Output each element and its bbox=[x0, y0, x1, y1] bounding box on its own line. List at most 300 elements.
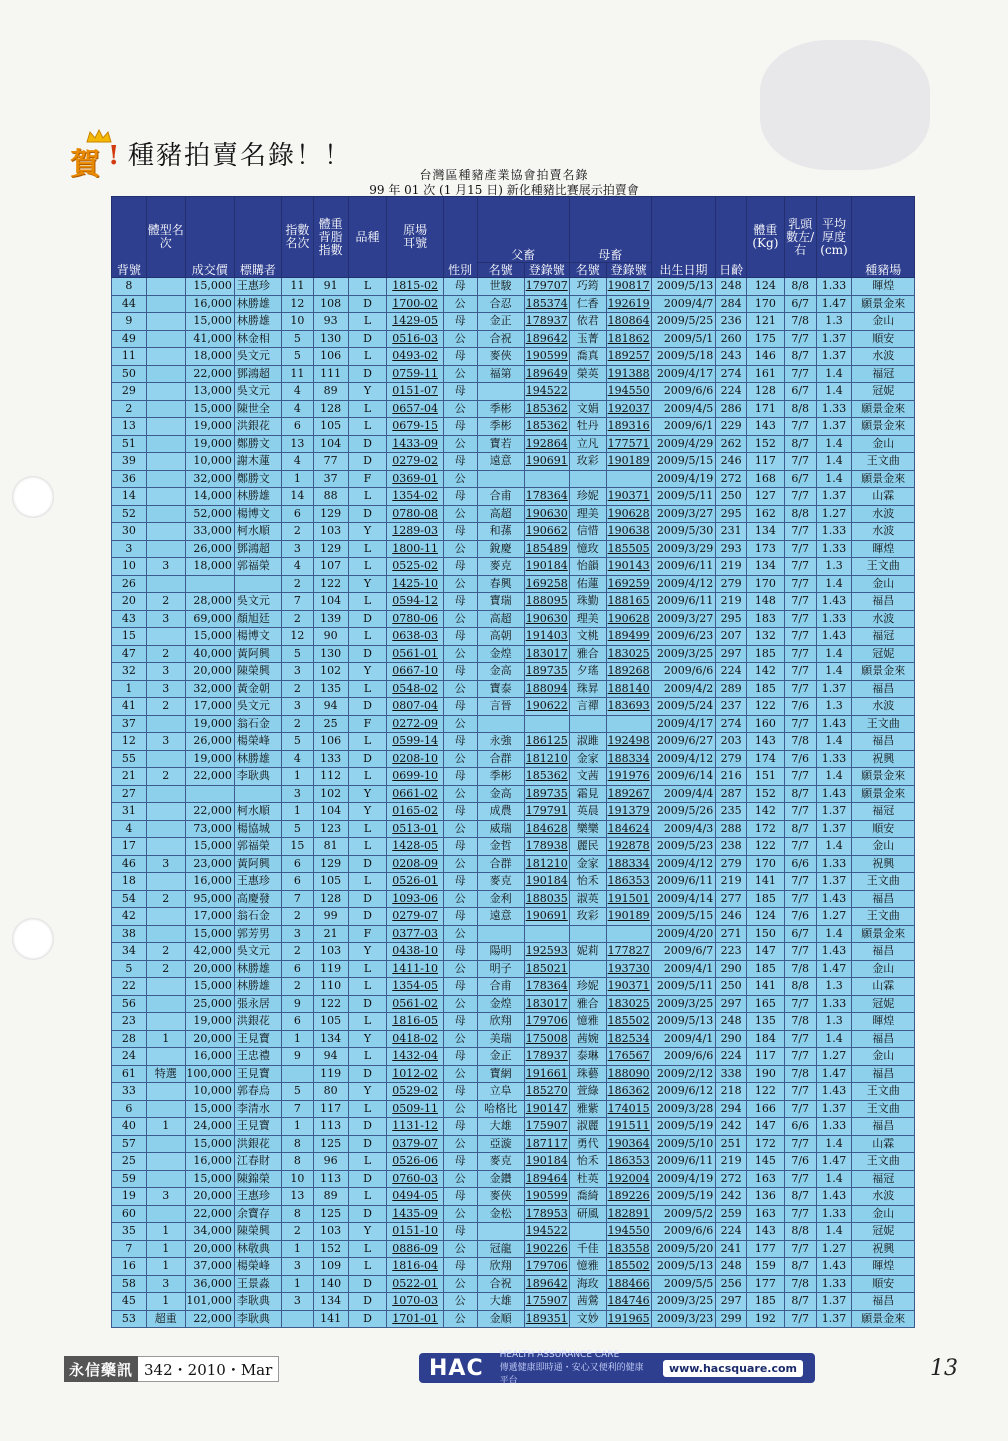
cell-birth: 2009/3/29 bbox=[651, 540, 716, 558]
cell-dam-reg: 188334 bbox=[606, 750, 651, 768]
cell-farm: 福冠 bbox=[852, 628, 915, 646]
cell-price: 15,000 bbox=[185, 1170, 234, 1188]
cell-weight: 168 bbox=[746, 470, 784, 488]
cell-age: 295 bbox=[716, 610, 747, 628]
cell-body-rank bbox=[146, 803, 185, 821]
cell-teats: 7/7 bbox=[784, 1240, 816, 1258]
cell-dam-name: 雅合 bbox=[569, 995, 606, 1013]
table-row bbox=[112, 540, 915, 558]
cell-farm: 順安 bbox=[852, 1275, 915, 1293]
cell-price: 16,000 bbox=[185, 1153, 234, 1171]
cell-origin-ear: 0377-03 bbox=[387, 925, 443, 943]
table-row bbox=[112, 820, 915, 838]
cell-back-no: 30 bbox=[112, 523, 147, 541]
cell-price: 69,000 bbox=[185, 610, 234, 628]
cell-wt-fat-index: 37 bbox=[313, 470, 348, 488]
cell-sex: 母 bbox=[443, 418, 477, 436]
table-row bbox=[112, 908, 915, 926]
cell-back-no: 15 bbox=[112, 628, 147, 646]
cell-sire-name: 麥俠 bbox=[477, 348, 524, 366]
hac-ad-banner[interactable] bbox=[419, 1350, 815, 1386]
cell-breed: D bbox=[348, 1118, 387, 1136]
cell-body-rank bbox=[146, 418, 185, 436]
cell-index-rank: 4 bbox=[281, 383, 313, 401]
cell-birth: 2009/4/1 bbox=[651, 1030, 716, 1048]
cell-price: 22,000 bbox=[185, 768, 234, 786]
cell-farm: 王文曲 bbox=[852, 873, 915, 891]
cell-age: 242 bbox=[716, 1118, 747, 1136]
table-row bbox=[112, 1240, 915, 1258]
cell-sex: 公 bbox=[443, 1170, 477, 1188]
cell-dam-name: 泰琳 bbox=[569, 1048, 606, 1066]
cell-backfat: 1.4 bbox=[816, 383, 852, 401]
cell-origin-ear: 0657-04 bbox=[387, 400, 443, 418]
cell-sire-name: 遠意 bbox=[477, 453, 524, 471]
cell-buyer: 陳錦榮 bbox=[234, 1170, 281, 1188]
cell-sire-name: 高朝 bbox=[477, 628, 524, 646]
cell-buyer: 林勝雄 bbox=[234, 750, 281, 768]
cell-birth: 2009/4/19 bbox=[651, 470, 716, 488]
cell-wt-fat-index: 113 bbox=[313, 1118, 348, 1136]
cell-index-rank: 2 bbox=[281, 978, 313, 996]
cell-dam-reg: 190371 bbox=[606, 978, 651, 996]
cell-breed: L bbox=[348, 838, 387, 856]
table-row bbox=[112, 505, 915, 523]
table-row bbox=[112, 698, 915, 716]
cell-wt-fat-index: 25 bbox=[313, 715, 348, 733]
cell-dam-name: 淑英 bbox=[569, 890, 606, 908]
cell-dam-name bbox=[569, 960, 606, 978]
cell-sex: 公 bbox=[443, 1030, 477, 1048]
cell-body-rank bbox=[146, 435, 185, 453]
cell-origin-ear: 0699-10 bbox=[387, 768, 443, 786]
cell-sire-reg: 179707 bbox=[524, 278, 569, 296]
cell-sex: 母 bbox=[443, 733, 477, 751]
cell-index-rank: 6 bbox=[281, 960, 313, 978]
cell-farm: 福冠 bbox=[852, 365, 915, 383]
cell-sex: 公 bbox=[443, 1240, 477, 1258]
cell-origin-ear: 1131-12 bbox=[387, 1118, 443, 1136]
cell-sire-reg: 190226 bbox=[524, 1240, 569, 1258]
cell-body-rank bbox=[146, 400, 185, 418]
cell-age: 223 bbox=[716, 943, 747, 961]
cell-sex: 公 bbox=[443, 435, 477, 453]
cell-age: 238 bbox=[716, 838, 747, 856]
cell-teats: 7/7 bbox=[784, 593, 816, 611]
cell-sire-reg: 179706 bbox=[524, 1258, 569, 1276]
cell-dam-reg: 191976 bbox=[606, 768, 651, 786]
cell-sex: 母 bbox=[443, 628, 477, 646]
cell-dam-name: 怡禾 bbox=[569, 873, 606, 891]
cell-teats: 7/7 bbox=[784, 768, 816, 786]
cell-body-rank bbox=[146, 838, 185, 856]
cell-buyer: 張永居 bbox=[234, 995, 281, 1013]
cell-backfat: 1.43 bbox=[816, 1083, 852, 1101]
cell-dam-name: 妮莉 bbox=[569, 943, 606, 961]
table-row bbox=[112, 1223, 915, 1241]
cell-sire-reg: 187117 bbox=[524, 1135, 569, 1153]
cell-buyer: 郭福榮 bbox=[234, 558, 281, 576]
cell-sire-name: 欣翔 bbox=[477, 1013, 524, 1031]
cell-back-no: 38 bbox=[112, 925, 147, 943]
cell-buyer: 吳文元 bbox=[234, 593, 281, 611]
cell-dam-reg: 190189 bbox=[606, 453, 651, 471]
cell-sire-reg: 194522 bbox=[524, 1223, 569, 1241]
cell-farm: 暉煌 bbox=[852, 1013, 915, 1031]
cell-price bbox=[185, 785, 234, 803]
cell-buyer: 江春財 bbox=[234, 1153, 281, 1171]
cell-buyer: 柯水順 bbox=[234, 803, 281, 821]
cell-index-rank: 3 bbox=[281, 925, 313, 943]
cell-body-rank bbox=[146, 278, 185, 296]
cell-price: 19,000 bbox=[185, 1013, 234, 1031]
cell-sex: 公 bbox=[443, 890, 477, 908]
cell-backfat: 1.3 bbox=[816, 978, 852, 996]
cell-dam-name: 金家 bbox=[569, 855, 606, 873]
cell-weight: 135 bbox=[746, 1013, 784, 1031]
cell-age: 286 bbox=[716, 400, 747, 418]
cell-back-no: 61 bbox=[112, 1065, 147, 1083]
cell-dam-reg: 169259 bbox=[606, 575, 651, 593]
cell-body-rank bbox=[146, 785, 185, 803]
cell-teats: 7/7 bbox=[784, 523, 816, 541]
cell-back-no: 7 bbox=[112, 1240, 147, 1258]
cell-age: 251 bbox=[716, 1135, 747, 1153]
badge-character: 賀 bbox=[70, 147, 100, 182]
cell-breed: L bbox=[348, 820, 387, 838]
cell-teats: 8/7 bbox=[784, 785, 816, 803]
cell-index-rank: 3 bbox=[281, 540, 313, 558]
cell-body-rank bbox=[146, 1083, 185, 1101]
cell-buyer: 林勝雄 bbox=[234, 313, 281, 331]
cell-dam-reg: 182891 bbox=[606, 1205, 651, 1223]
cell-buyer: 陳榮興 bbox=[234, 1223, 281, 1241]
cell-price: 15,000 bbox=[185, 925, 234, 943]
cell-wt-fat-index: 94 bbox=[313, 698, 348, 716]
cell-dam-reg: 181862 bbox=[606, 330, 651, 348]
cell-origin-ear: 1093-06 bbox=[387, 890, 443, 908]
cell-birth: 2009/5/11 bbox=[651, 488, 716, 506]
cell-weight: 175 bbox=[746, 330, 784, 348]
cell-birth: 2009/6/1 bbox=[651, 418, 716, 436]
cell-buyer: 鄭勝文 bbox=[234, 435, 281, 453]
cell-back-no: 13 bbox=[112, 418, 147, 436]
cell-back-no: 17 bbox=[112, 838, 147, 856]
cell-sex: 公 bbox=[443, 645, 477, 663]
cell-breed: D bbox=[348, 908, 387, 926]
cell-body-rank: 3 bbox=[146, 1275, 185, 1293]
cell-dam-name: 珠勤 bbox=[569, 593, 606, 611]
table-row bbox=[112, 1293, 915, 1311]
cell-origin-ear: 1816-04 bbox=[387, 1258, 443, 1276]
cell-breed: L bbox=[348, 873, 387, 891]
cell-sex: 公 bbox=[443, 575, 477, 593]
cell-teats: 7/7 bbox=[784, 1135, 816, 1153]
cell-back-no: 6 bbox=[112, 1100, 147, 1118]
badge-mark: ! bbox=[108, 141, 120, 171]
cell-sex: 公 bbox=[443, 995, 477, 1013]
cell-body-rank bbox=[146, 715, 185, 733]
cell-birth: 2009/5/13 bbox=[651, 1013, 716, 1031]
cell-back-no: 34 bbox=[112, 943, 147, 961]
cell-age: 241 bbox=[716, 1240, 747, 1258]
cell-farm: 金山 bbox=[852, 960, 915, 978]
cell-sex: 母 bbox=[443, 593, 477, 611]
cell-wt-fat-index: 104 bbox=[313, 803, 348, 821]
cell-buyer: 翁石金 bbox=[234, 908, 281, 926]
cell-backfat: 1.47 bbox=[816, 295, 852, 313]
cell-price: 101,000 bbox=[185, 1293, 234, 1311]
cell-teats: 8/7 bbox=[784, 820, 816, 838]
cell-index-rank: 1 bbox=[281, 1030, 313, 1048]
cell-dam-name: 千佳 bbox=[569, 1240, 606, 1258]
cell-sire-name: 合祝 bbox=[477, 1275, 524, 1293]
cell-wt-fat-index: 105 bbox=[313, 873, 348, 891]
cell-back-no: 18 bbox=[112, 873, 147, 891]
cell-sire-reg: 188094 bbox=[524, 680, 569, 698]
cell-wt-fat-index: 89 bbox=[313, 1188, 348, 1206]
cell-dam-reg: 188334 bbox=[606, 855, 651, 873]
cell-price: 17,000 bbox=[185, 908, 234, 926]
cell-body-rank: 3 bbox=[146, 610, 185, 628]
cell-birth: 2009/3/23 bbox=[651, 1310, 716, 1328]
cell-wt-fat-index: 96 bbox=[313, 1153, 348, 1171]
cell-wt-fat-index: 105 bbox=[313, 418, 348, 436]
ad-url-link[interactable]: www.hacsquare.com bbox=[663, 1360, 803, 1377]
cell-birth: 2009/5/23 bbox=[651, 838, 716, 856]
cell-wt-fat-index: 130 bbox=[313, 645, 348, 663]
cell-breed: D bbox=[348, 1065, 387, 1083]
cell-backfat: 1.37 bbox=[816, 418, 852, 436]
cell-wt-fat-index: 99 bbox=[313, 908, 348, 926]
cell-sire-reg: 189642 bbox=[524, 1275, 569, 1293]
cell-body-rank: 3 bbox=[146, 855, 185, 873]
cell-body-rank bbox=[146, 978, 185, 996]
cell-dam-reg: 186353 bbox=[606, 1153, 651, 1171]
cell-sire-name: 金高 bbox=[477, 663, 524, 681]
cell-wt-fat-index: 122 bbox=[313, 995, 348, 1013]
cell-backfat: 1.3 bbox=[816, 313, 852, 331]
cell-dam-name: 言禪 bbox=[569, 698, 606, 716]
cell-sire-name: 季彬 bbox=[477, 768, 524, 786]
cell-backfat: 1.33 bbox=[816, 1118, 852, 1136]
cell-sire-reg: 178364 bbox=[524, 978, 569, 996]
cell-price: 15,000 bbox=[185, 978, 234, 996]
table-row bbox=[112, 838, 915, 856]
cell-dam-reg: 191388 bbox=[606, 365, 651, 383]
cell-sex: 母 bbox=[443, 383, 477, 401]
cell-dam-name bbox=[569, 925, 606, 943]
cell-birth: 2009/4/4 bbox=[651, 785, 716, 803]
cell-age: 219 bbox=[716, 558, 747, 576]
cell-wt-fat-index: 119 bbox=[313, 1065, 348, 1083]
cell-teats: 7/7 bbox=[784, 558, 816, 576]
cell-birth: 2009/5/19 bbox=[651, 1188, 716, 1206]
cell-breed: L bbox=[348, 1240, 387, 1258]
cell-buyer: 陳榮興 bbox=[234, 663, 281, 681]
cell-buyer: 李耿典 bbox=[234, 768, 281, 786]
cell-body-rank: 1 bbox=[146, 1258, 185, 1276]
cell-backfat: 1.33 bbox=[816, 540, 852, 558]
cell-birth: 2009/5/5 bbox=[651, 1275, 716, 1293]
table-row bbox=[112, 663, 915, 681]
cell-wt-fat-index: 128 bbox=[313, 890, 348, 908]
cell-index-rank: 2 bbox=[281, 575, 313, 593]
cell-sex: 母 bbox=[443, 1258, 477, 1276]
cell-weight: 172 bbox=[746, 1135, 784, 1153]
cell-birth: 2009/4/7 bbox=[651, 295, 716, 313]
cell-price: 22,000 bbox=[185, 1310, 234, 1328]
cell-dam-name: 珍妮 bbox=[569, 978, 606, 996]
cell-breed: L bbox=[348, 1153, 387, 1171]
cell-birth: 2009/5/11 bbox=[651, 978, 716, 996]
cell-birth: 2009/6/6 bbox=[651, 1223, 716, 1241]
cell-farm: 願景金來 bbox=[852, 785, 915, 803]
cell-weight: 143 bbox=[746, 733, 784, 751]
cell-sire-name: 大雄 bbox=[477, 1293, 524, 1311]
cell-birth: 2009/4/17 bbox=[651, 365, 716, 383]
cell-wt-fat-index: 129 bbox=[313, 855, 348, 873]
cell-index-rank: 14 bbox=[281, 488, 313, 506]
cell-back-no: 36 bbox=[112, 470, 147, 488]
cell-price: 16,000 bbox=[185, 1048, 234, 1066]
cell-birth: 2009/6/11 bbox=[651, 593, 716, 611]
cell-age: 219 bbox=[716, 873, 747, 891]
cell-price: 26,000 bbox=[185, 733, 234, 751]
cell-sire-reg: 189649 bbox=[524, 365, 569, 383]
cell-price: 33,000 bbox=[185, 523, 234, 541]
cell-birth: 2009/6/6 bbox=[651, 383, 716, 401]
cell-sex: 公 bbox=[443, 505, 477, 523]
cell-weight: 165 bbox=[746, 995, 784, 1013]
cell-breed: L bbox=[348, 628, 387, 646]
cell-back-no: 31 bbox=[112, 803, 147, 821]
cell-wt-fat-index: 113 bbox=[313, 1170, 348, 1188]
cell-wt-fat-index: 80 bbox=[313, 1083, 348, 1101]
cell-body-rank: 2 bbox=[146, 960, 185, 978]
cell-dam-reg bbox=[606, 470, 651, 488]
cell-dam-reg: 185502 bbox=[606, 1013, 651, 1031]
cell-back-no: 29 bbox=[112, 383, 147, 401]
cell-farm: 順安 bbox=[852, 330, 915, 348]
cell-wt-fat-index: 106 bbox=[313, 348, 348, 366]
cell-farm: 山霖 bbox=[852, 488, 915, 506]
table-row bbox=[112, 435, 915, 453]
cell-weight: 185 bbox=[746, 645, 784, 663]
cell-price: 32,000 bbox=[185, 470, 234, 488]
cell-price: 17,000 bbox=[185, 698, 234, 716]
cell-weight: 148 bbox=[746, 593, 784, 611]
table-row bbox=[112, 1188, 915, 1206]
cell-back-no: 21 bbox=[112, 768, 147, 786]
cell-teats: 7/7 bbox=[784, 715, 816, 733]
cell-buyer: 林勝雄 bbox=[234, 960, 281, 978]
cell-dam-reg: 189267 bbox=[606, 785, 651, 803]
cell-sex: 母 bbox=[443, 1153, 477, 1171]
cell-price: 16,000 bbox=[185, 873, 234, 891]
cell-origin-ear: 1354-05 bbox=[387, 978, 443, 996]
cell-origin-ear: 0151-10 bbox=[387, 1223, 443, 1241]
cell-dam-name: 文娟 bbox=[569, 400, 606, 418]
cell-dam-reg: 192037 bbox=[606, 400, 651, 418]
cell-dam-reg bbox=[606, 715, 651, 733]
cell-farm: 水波 bbox=[852, 610, 915, 628]
cell-farm: 王文曲 bbox=[852, 908, 915, 926]
cell-breed: D bbox=[348, 610, 387, 628]
cell-price: 13,000 bbox=[185, 383, 234, 401]
cell-birth: 2009/3/27 bbox=[651, 610, 716, 628]
cell-teats: 6/7 bbox=[784, 470, 816, 488]
cell-dam-name bbox=[569, 1223, 606, 1241]
cell-body-rank bbox=[146, 365, 185, 383]
cell-origin-ear: 0493-02 bbox=[387, 348, 443, 366]
cell-buyer: 柯水順 bbox=[234, 523, 281, 541]
cell-age: 290 bbox=[716, 960, 747, 978]
cell-body-rank bbox=[146, 348, 185, 366]
cell-index-rank: 5 bbox=[281, 645, 313, 663]
cell-sire-reg: 185374 bbox=[524, 295, 569, 313]
cell-sire-reg: 185362 bbox=[524, 400, 569, 418]
cell-breed: L bbox=[348, 680, 387, 698]
cell-buyer: 翁石金 bbox=[234, 715, 281, 733]
cell-sire-name: 美瑞 bbox=[477, 1030, 524, 1048]
cell-backfat: 1.4 bbox=[816, 645, 852, 663]
cell-breed: D bbox=[348, 1205, 387, 1223]
cell-back-no: 3 bbox=[112, 540, 147, 558]
cell-backfat: 1.4 bbox=[816, 1170, 852, 1188]
cell-birth: 2009/5/2 bbox=[651, 1205, 716, 1223]
cell-sire-name: 銳慶 bbox=[477, 540, 524, 558]
cell-sex: 公 bbox=[443, 1205, 477, 1223]
cell-back-no: 26 bbox=[112, 575, 147, 593]
cell-breed: Y bbox=[348, 1083, 387, 1101]
cell-weight: 160 bbox=[746, 715, 784, 733]
cell-buyer: 余寶存 bbox=[234, 1205, 281, 1223]
cell-age: 299 bbox=[716, 1310, 747, 1328]
cell-index-rank: 3 bbox=[281, 698, 313, 716]
cell-dam-reg: 194550 bbox=[606, 383, 651, 401]
cell-backfat: 1.37 bbox=[816, 1310, 852, 1328]
cell-backfat: 1.4 bbox=[816, 663, 852, 681]
cell-backfat: 1.37 bbox=[816, 820, 852, 838]
show-through-image bbox=[760, 40, 930, 170]
cell-farm: 水波 bbox=[852, 1188, 915, 1206]
show-through-text bbox=[180, 70, 780, 110]
cell-farm: 冠妮 bbox=[852, 645, 915, 663]
cell-price: 10,000 bbox=[185, 453, 234, 471]
cell-price: 20,000 bbox=[185, 1188, 234, 1206]
cell-teats: 8/7 bbox=[784, 1258, 816, 1276]
table-row bbox=[112, 1030, 915, 1048]
cell-dam-reg: 183025 bbox=[606, 645, 651, 663]
cell-buyer: 王見寶 bbox=[234, 1065, 281, 1083]
cell-birth: 2009/3/25 bbox=[651, 995, 716, 1013]
cell-age: 272 bbox=[716, 470, 747, 488]
cell-origin-ear: 0151-07 bbox=[387, 383, 443, 401]
table-row bbox=[112, 1083, 915, 1101]
cell-buyer: 吳文元 bbox=[234, 698, 281, 716]
cell-back-no: 9 bbox=[112, 313, 147, 331]
cell-body-rank bbox=[146, 575, 185, 593]
cell-age: 297 bbox=[716, 995, 747, 1013]
cell-age: 218 bbox=[716, 1083, 747, 1101]
cell-teats: 7/7 bbox=[784, 838, 816, 856]
table-row bbox=[112, 855, 915, 873]
cell-breed: Y bbox=[348, 383, 387, 401]
cell-weight: 171 bbox=[746, 400, 784, 418]
table-row bbox=[112, 1065, 915, 1083]
cell-wt-fat-index: 141 bbox=[313, 1310, 348, 1328]
